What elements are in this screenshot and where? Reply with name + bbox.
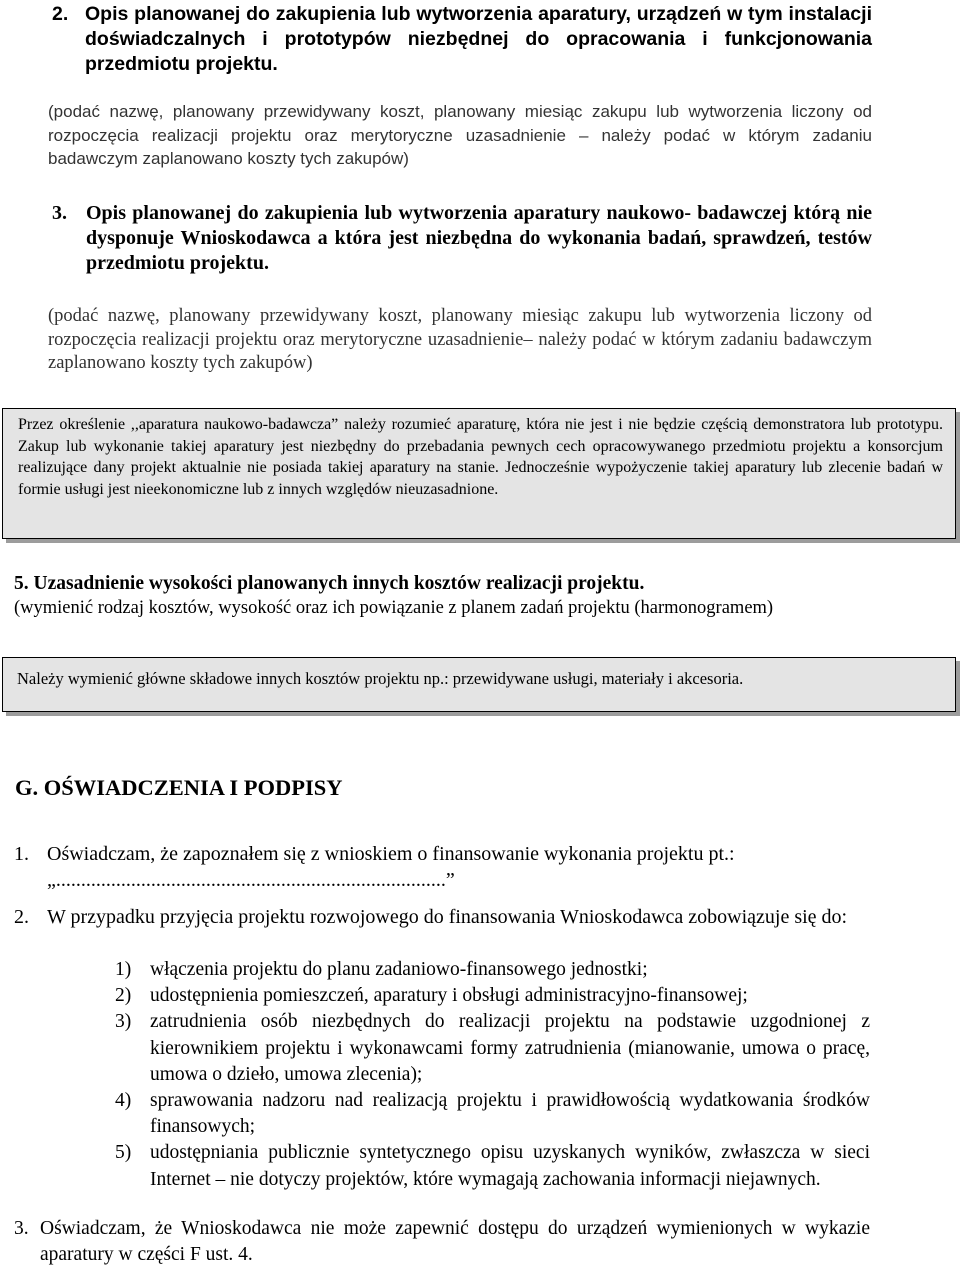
section-2-heading: Opis planowanej do zakupienia lub wytworzenia aparatury, urządzeń w tym instalacji doświadczalnych i prototypów niezbędnej do opracowania i funkcjonowania przedmiotu projektu. — [85, 3, 872, 75]
list-item: 2) udostępnienia pomieszczeń, aparatury i obsługi administracyjno-finansowej; — [115, 985, 748, 1007]
declaration-2-text: W przypadku przyjęcia projektu rozwojowego do finansowania Wnioskodawca zobowiązuje się do: — [47, 906, 848, 928]
section-2 — [52, 2, 872, 77]
section-2-number: 2. — [52, 3, 69, 25]
declaration-3-number: 3. — [14, 1218, 29, 1239]
section-3-note: (podać nazwę, planowany przewidywany koszt, planowany miesiąc zakupu lub wytworzenia liczony od rozpoczęcia realizacji projektu oraz merytoryczne uzasadnienie– należy podać w którym zadaniu badawczym zaplanowano koszty tych zakupów) — [48, 306, 872, 373]
declaration-1 — [14, 841, 870, 893]
declaration-2 — [14, 904, 870, 930]
section-5-heading: 5. Uzasadnienie wysokości planowanych innych kosztów realizacji projektu. — [14, 573, 645, 594]
section-2-note: (podać nazwę, planowany przewidywany koszt, planowany miesiąc zakupu lub wytworzenia liczony od rozpoczęcia realizacji projektu oraz merytoryczne uzasadnienie – należy podać w którym zadaniu badawczym zaplanowano koszty tych zakupów) — [48, 102, 872, 168]
declaration-3-text: Oświadczam, że Wnioskodawca nie może zapewnić dostępu do urządzeń wymienionych w wykazie aparatury w części F ust. 4. — [40, 1218, 870, 1265]
declaration-3 — [14, 1216, 870, 1268]
list-item: 4) sprawowania nadzoru nad realizacją projektu i prawidłowością wydatkowania środków finansowych; — [115, 1090, 870, 1138]
section-g-heading: G. OŚWIADCZENIA I PODPISY — [15, 775, 343, 800]
list-item: 3) zatrudnienia osób niezbędnych do realizacji projektu na podstawie uzgodnionej z kierownikiem projektu i wykonawcami formy zatrudnienia (mianowanie, umowa o pracę, umowa o dzieło, umowa zlecenia); — [115, 1011, 870, 1085]
list-item: 1) włączenia projektu do planu zadaniowo-finansowego jednostki; — [115, 959, 648, 980]
obligations-list — [115, 957, 870, 1193]
info-box-research-equipment: Przez określenie ,,aparatura naukowo-badawcza” należy rozumieć aparaturę, która nie jest i nie będzie częścią demonstratora lub prototypu. Zakup lub wykonanie takiej aparatury jest niezbędny do przebadania pewnych cech opracowywanego przedmiotu projektu a konsorcjum realizujące dany projekt aktualnie nie posiada takiej aparatury na stanie. Jednocześnie wypożyczenie takiej aparatury lub zlecenie badań w formie usługi jest nieekonomiczne lub z innych względów nieuzasadnione. — [2, 408, 956, 539]
declaration-1-number: 1. — [14, 843, 29, 865]
section-3-number: 3. — [52, 202, 67, 224]
declaration-1-text: Oświadczam, że zapoznałem się z wnioskiem o finansowanie wykonania projektu pt.: — [47, 843, 735, 865]
list-item: 5) udostępniania publicznie syntetycznego opisu uzyskanych wyników, zwłaszcza w sieci Internet – nie dotyczy projektów, które wymagają zachowania informacji niejawnych. — [115, 1142, 870, 1190]
declaration-2-number: 2. — [14, 906, 29, 928]
project-title-placeholder: „..............................................................................” — [47, 869, 455, 891]
section-5 — [14, 572, 914, 620]
section-3 — [52, 201, 872, 276]
section-3-heading: Opis planowanej do zakupienia lub wytworzenia aparatury naukowo- badawczej którą nie dysponuje Wnioskodawca a która jest niezbędna do wykonania badań, sprawdzeń, testów przedmiotu projektu. — [86, 202, 872, 274]
info-box-other-costs: Należy wymienić główne składowe innych kosztów projektu np.: przewidywane usługi, materiały i akcesoria. — [2, 657, 956, 712]
section-5-note: (wymienić rodzaj kosztów, wysokość oraz ich powiązanie z planem zadań projektu (harmonogramem) — [14, 598, 774, 618]
